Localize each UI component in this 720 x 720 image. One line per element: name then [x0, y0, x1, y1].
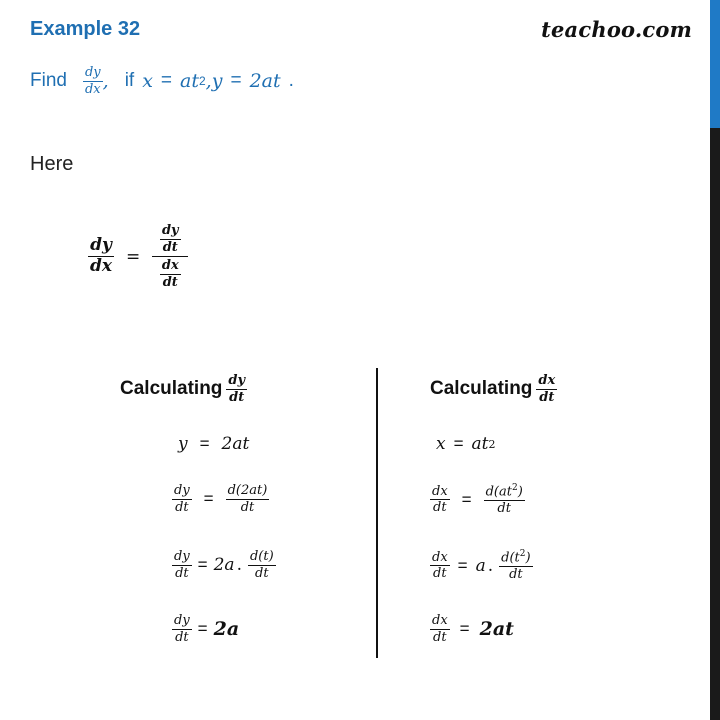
here-label: Here [30, 153, 74, 175]
sidebar-accent [710, 0, 720, 128]
rhs-fraction [226, 484, 270, 514]
num: dy [174, 549, 190, 564]
term-2at: 2at [249, 70, 281, 93]
lhs-fraction [172, 614, 192, 644]
result: 2a [213, 618, 240, 641]
if-label: if [124, 70, 135, 92]
coefficient: 2a [213, 555, 235, 576]
bottom-fraction [160, 259, 181, 289]
heading-label: Calculating [120, 378, 223, 400]
rhs-fraction [248, 550, 276, 580]
equals-sign: = [203, 489, 214, 509]
left-line-3 [172, 550, 276, 580]
lhs-num: dy [90, 235, 112, 256]
heading-fraction [536, 374, 557, 404]
top-num: dy [161, 223, 179, 238]
top-fraction [160, 224, 181, 254]
right-line-1 [436, 434, 496, 454]
dot: . [487, 555, 494, 576]
num: dx [432, 549, 448, 565]
exponent: 2 [198, 74, 206, 89]
comma: , [102, 70, 109, 93]
rhs-compound-fraction [152, 224, 188, 290]
den: dt [433, 500, 447, 516]
lhs-fraction [172, 484, 192, 514]
rhs-fraction [484, 484, 525, 516]
left-line-1 [178, 434, 249, 454]
lhs-fraction [430, 551, 450, 581]
heading-den: dt [539, 389, 555, 405]
chain-rule-equation [88, 224, 188, 290]
num: dy [174, 613, 190, 628]
dy-dx-fraction [83, 66, 103, 96]
rnum: d(2at) [227, 483, 268, 498]
equals-sign: = [197, 619, 208, 639]
rnum: d(t) [249, 549, 274, 564]
bottom-den: dt [162, 274, 178, 290]
equals-sign: = [459, 619, 470, 639]
heading-num: dx [538, 373, 556, 388]
right-line-4 [430, 614, 514, 644]
period: . [288, 70, 294, 92]
lhs-fraction [430, 614, 450, 644]
equals-sign: = [197, 555, 208, 575]
find-label: Find [30, 70, 67, 92]
equals-sign: = [199, 434, 210, 453]
exponent: 2 [488, 437, 496, 451]
num: dx [432, 483, 448, 499]
term-at: at [180, 70, 199, 93]
den: dt [433, 629, 447, 645]
equals-sign: = [461, 489, 472, 509]
left-line-2 [172, 484, 269, 514]
lhs-fraction [88, 237, 114, 276]
top-den: dt [162, 239, 178, 255]
right-line-2 [430, 484, 525, 516]
right-column-heading [430, 374, 557, 404]
heading-fraction [226, 374, 247, 404]
den: dt [433, 566, 447, 582]
equals-sign: = [453, 434, 464, 453]
rhs: 2at [221, 434, 250, 454]
equals-sign: = [126, 246, 141, 267]
rnum: $d(at^2)$ [485, 483, 523, 500]
left-column-heading [120, 374, 247, 404]
rden: dt [255, 565, 269, 581]
equals-sign: = [457, 555, 468, 575]
rhs: at [471, 434, 489, 454]
rnum: $d(t^2)$ [501, 549, 531, 566]
heading-num: dy [228, 373, 246, 388]
num: dy [174, 483, 190, 498]
brand-logo: teachoo.com [541, 17, 692, 42]
column-divider [376, 368, 378, 658]
rhs-fraction [499, 550, 532, 582]
lhs: x [436, 434, 446, 454]
rden: dt [497, 500, 511, 516]
lhs-fraction [430, 485, 450, 515]
bottom-num: dx [161, 258, 179, 274]
var-x: x [142, 70, 153, 93]
num: dx [432, 613, 448, 628]
den: dt [175, 565, 189, 581]
fraction-denominator: dx [84, 81, 101, 97]
problem-statement [30, 66, 294, 96]
var-y: ,y [205, 70, 223, 93]
fraction-numerator: dy [84, 65, 101, 80]
heading-den: dt [229, 389, 245, 405]
main-fraction-bar [152, 256, 188, 257]
right-line-3 [430, 550, 533, 582]
heading-label: Calculating [430, 378, 533, 400]
den: dt [175, 499, 189, 515]
lhs-fraction [172, 550, 192, 580]
den: dt [175, 629, 189, 645]
dot: . [236, 555, 242, 576]
coefficient: a [475, 555, 486, 576]
result: 2at [479, 618, 514, 641]
equals-sign-2: = [230, 70, 242, 92]
equals-sign: = [160, 70, 173, 92]
page-title: Example 32 [30, 18, 141, 40]
left-line-4 [172, 614, 239, 644]
rden: dt [240, 499, 255, 515]
lhs-den: dx [90, 256, 113, 277]
rden: dt [509, 566, 523, 582]
lhs: y [178, 434, 188, 454]
